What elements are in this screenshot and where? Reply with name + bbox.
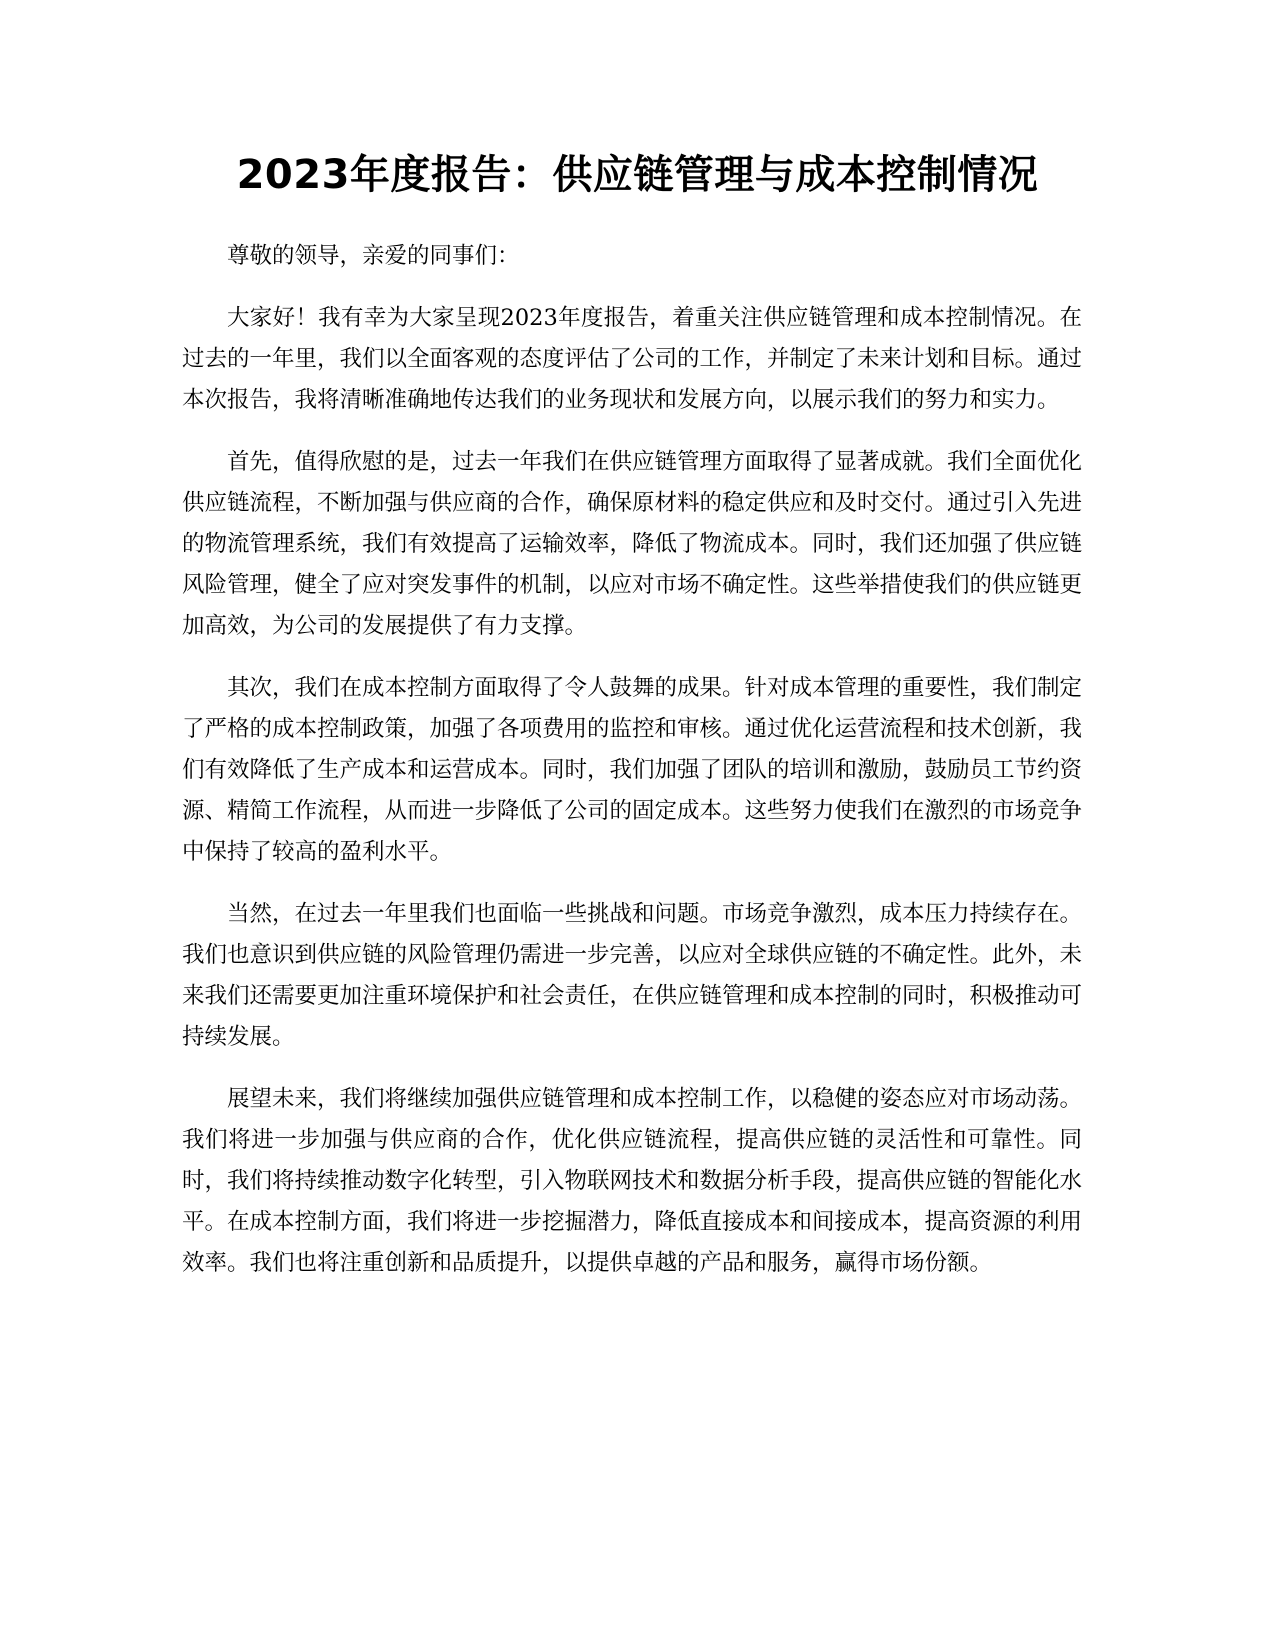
document-body bbox=[182, 236, 1082, 1305]
salutation-paragraph: 尊敬的领导，亲爱的同事们： bbox=[227, 243, 520, 269]
paragraph-introduction: 大家好！我有幸为大家呈现2023年度报告，着重关注供应链管理和成本控制情况。在过去的一年里，我们以全面客观的态度评估了公司的工作，并制定了未来计划和目标。通过本次报告，我将清晰准确地传达我们的业务现状和发展方向，以展示我们的努力和实力。 bbox=[182, 305, 1083, 413]
document-title: 2023年度报告：供应链管理与成本控制情况 bbox=[236, 152, 1039, 198]
paragraph-supply-chain: 首先，值得欣慰的是，过去一年我们在供应链管理方面取得了显著成就。我们全面优化供应链流程，不断加强与供应商的合作，确保原材料的稳定供应和及时交付。通过引入先进的物流管理系统，我们有效提高了运输效率，降低了物流成本。同时，我们还加强了供应链风险管理，健全了应对突发事件的机制，以应对市场不确定性。这些举措使我们的供应链更加高效，为公司的发展提供了有力支撑。 bbox=[182, 449, 1083, 639]
paragraph-cost-control: 其次，我们在成本控制方面取得了令人鼓舞的成果。针对成本管理的重要性，我们制定了严格的成本控制政策，加强了各项费用的监控和审核。通过优化运营流程和技术创新，我们有效降低了生产成本和运营成本。同时，我们加强了团队的培训和激励，鼓励员工节约资源、精简工作流程，从而进一步降低了公司的固定成本。这些努力使我们在激烈的市场竞争中保持了较高的盈利水平。 bbox=[182, 675, 1083, 865]
paragraph-outlook: 展望未来，我们将继续加强供应链管理和成本控制工作，以稳健的姿态应对市场动荡。我们将进一步加强与供应商的合作，优化供应链流程，提高供应链的灵活性和可靠性。同时，我们将持续推动数字化转型，引入物联网技术和数据分析手段，提高供应链的智能化水平。在成本控制方面，我们将进一步挖掘潜力，降低直接成本和间接成本，提高资源的利用效率。我们也将注重创新和品质提升，以提供卓越的产品和服务，赢得市场份额。 bbox=[182, 1086, 1083, 1276]
paragraph-challenges: 当然，在过去一年里我们也面临一些挑战和问题。市场竞争激烈，成本压力持续存在。我们也意识到供应链的风险管理仍需进一步完善，以应对全球供应链的不确定性。此外，未来我们还需要更加注重环境保护和社会责任，在供应链管理和成本控制的同时，积极推动可持续发展。 bbox=[182, 901, 1083, 1050]
